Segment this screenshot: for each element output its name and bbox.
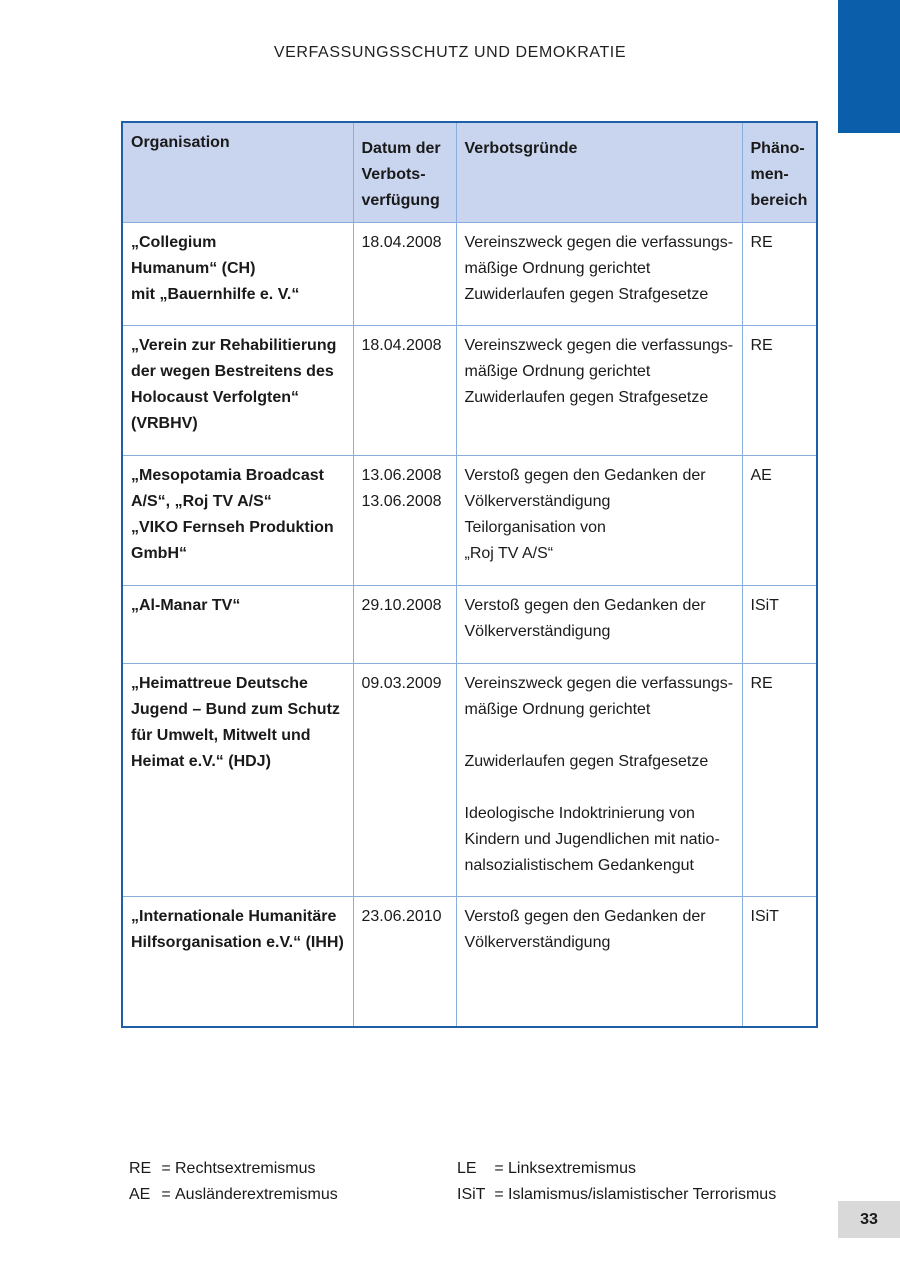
org-line: Holocaust Verfolgten“: [131, 389, 300, 406]
date-cell: [353, 586, 456, 664]
org-line: Hilfsorganisation e.V.“ (IHH): [131, 934, 344, 951]
date-line: 23.06.2010: [361, 908, 442, 925]
reason-line: Völkerverständigung: [464, 493, 611, 510]
column-header-phaenomenbereich: [742, 122, 817, 223]
org-line: Humanum“ (CH): [131, 260, 256, 277]
legend-entry: [457, 1156, 776, 1182]
date-line: 18.04.2008: [361, 234, 442, 251]
column-header-organisation: Organisation: [122, 122, 353, 223]
table-row: [122, 897, 817, 1027]
phenomenon-cell: RE: [742, 664, 817, 897]
organisation-cell: [122, 664, 353, 897]
org-line: der wegen Bestreitens des: [131, 363, 334, 380]
reason-line: Verstoß gegen den Gedanken der: [464, 597, 706, 614]
date-line: 13.06.2008: [361, 467, 442, 484]
reason-line: Zuwiderlaufen gegen Strafgesetze: [464, 753, 709, 770]
phenomenon-cell: RE: [742, 223, 817, 326]
org-line: „Heimattreue Deutsche: [131, 675, 308, 692]
legend-abbreviation: RE: [129, 1160, 152, 1177]
date-cell: [353, 897, 456, 1027]
phenomenon-cell: ISiT: [742, 586, 817, 664]
org-line: Heimat e.V.“ (HDJ): [131, 753, 271, 770]
legend-right: [457, 1156, 776, 1208]
reason-line: Zuwiderlaufen gegen Strafgesetze: [464, 286, 709, 303]
reason-line: Teilorganisation von: [464, 519, 606, 536]
reasons-cell: [456, 897, 742, 1027]
phenomenon-cell: RE: [742, 326, 817, 456]
date-cell: [353, 326, 456, 456]
table-row: [122, 326, 817, 456]
date-cell: [353, 664, 456, 897]
legend-equals: =: [161, 1160, 171, 1177]
reason-line: Vereinszweck gegen die verfassungs-: [464, 675, 734, 692]
date-line: 13.06.2008: [361, 493, 442, 510]
reason-line: Verstoß gegen den Gedanken der: [464, 908, 706, 925]
date-cell: [353, 456, 456, 586]
legend-abbreviation: ISiT: [457, 1186, 486, 1203]
header-line: men-: [750, 166, 789, 183]
legend-equals: =: [494, 1160, 504, 1177]
legend-meaning: Linksextremismus: [508, 1160, 637, 1177]
org-line: „Collegium: [131, 234, 217, 251]
reason-line: mäßige Ordnung gerichtet: [464, 363, 651, 380]
phenomenon-cell: ISiT: [742, 897, 817, 1027]
table-row: [122, 223, 817, 326]
header-line: verfügung: [361, 192, 440, 209]
chapter-tab-marker: [838, 0, 900, 133]
table-row: [122, 456, 817, 586]
legend-entry: [129, 1182, 338, 1208]
legend-entry: [457, 1182, 776, 1208]
legend-meaning: Islamismus/islamistischer Terrorismus: [508, 1186, 777, 1203]
column-header-verbotsgruende: Verbotsgründe: [456, 122, 742, 223]
organisation-cell: [122, 326, 353, 456]
date-line: 09.03.2009: [361, 675, 442, 692]
legend-left: [129, 1156, 338, 1208]
table-row: [122, 586, 817, 664]
legend-equals: =: [494, 1186, 504, 1203]
legend-entry: [129, 1156, 338, 1182]
header-line: Datum der: [361, 140, 441, 157]
paragraph-gap: [465, 775, 734, 801]
reason-line: Völkerverständigung: [464, 934, 611, 951]
org-line: für Umwelt, Mitwelt und: [131, 727, 311, 744]
reason-line: Verstoß gegen den Gedanken der: [464, 467, 706, 484]
running-header: VERFASSUNGSSCHUTZ UND DEMOKRATIE: [273, 44, 627, 61]
prohibitions-table: [121, 121, 818, 1028]
column-header-datum: [353, 122, 456, 223]
reason-line: Zuwiderlaufen gegen Strafgesetze: [464, 389, 709, 406]
legend-meaning: Rechtsextremismus: [175, 1160, 316, 1177]
reason-line: Vereinszweck gegen die verfassungs-: [464, 234, 734, 251]
reason-line: Völkerverständigung: [464, 623, 611, 640]
table-row: [122, 664, 817, 897]
org-line: GmbH“: [131, 545, 187, 562]
organisation-cell: [122, 223, 353, 326]
org-line: „Verein zur Rehabilitierung: [131, 337, 337, 354]
reason-line: mäßige Ordnung gerichtet: [464, 260, 651, 277]
reasons-cell: [456, 664, 742, 897]
organisation-cell: [122, 456, 353, 586]
reasons-cell: [456, 456, 742, 586]
org-line: (VRBHV): [131, 415, 198, 432]
header-line: Verbots-: [361, 166, 426, 183]
reason-line: Vereinszweck gegen die verfassungs-: [464, 337, 734, 354]
page-number: 33: [838, 1201, 900, 1238]
reasons-cell: [456, 586, 742, 664]
reason-line: „Roj TV A/S“: [464, 545, 554, 562]
reason-line: mäßige Ordnung gerichtet: [464, 701, 651, 718]
reason-line: Kindern und Jugendlichen mit natio-: [464, 831, 720, 848]
legend-abbreviation: AE: [129, 1186, 151, 1203]
legend-equals: =: [161, 1186, 171, 1203]
legend-meaning: Ausländerextremismus: [175, 1186, 338, 1203]
reasons-cell: [456, 223, 742, 326]
reason-line: Ideologische Indoktrinierung von: [464, 805, 695, 822]
org-line: mit „Bauernhilfe e. V.“: [131, 286, 300, 303]
org-line: „VIKO Fernseh Produktion: [131, 519, 334, 536]
table-header-row: [122, 122, 817, 223]
phenomenon-cell: AE: [742, 456, 817, 586]
header-line: Phäno-: [750, 140, 805, 157]
paragraph-gap: [465, 723, 734, 749]
header-line: bereich: [750, 192, 808, 209]
date-line: 18.04.2008: [361, 337, 442, 354]
org-line: „Al-Manar TV“: [131, 597, 241, 614]
organisation-cell: [122, 586, 353, 664]
reason-line: nalsozialistischem Gedankengut: [464, 857, 694, 874]
org-line: Jugend – Bund zum Schutz: [131, 701, 340, 718]
org-line: A/S“, „Roj TV A/S“: [131, 493, 272, 510]
reasons-cell: [456, 326, 742, 456]
legend-abbreviation: LE: [457, 1160, 477, 1177]
date-cell: [353, 223, 456, 326]
org-line: „Mesopotamia Broadcast: [131, 467, 324, 484]
org-line: „Internationale Humanitäre: [131, 908, 337, 925]
date-line: 29.10.2008: [361, 597, 442, 614]
organisation-cell: [122, 897, 353, 1027]
